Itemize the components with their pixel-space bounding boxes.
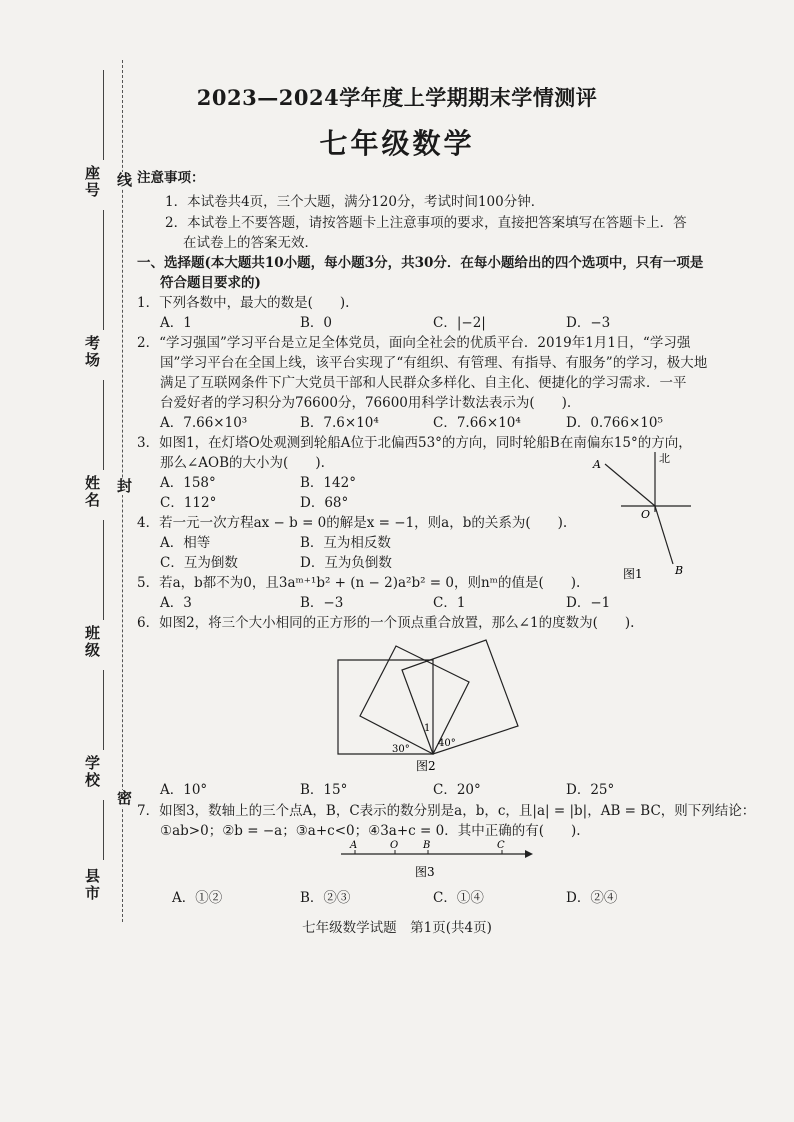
figure-2 — [330, 630, 540, 778]
fig1-caption: 图1 — [623, 567, 643, 581]
q3-option-c: C．112° — [160, 495, 217, 511]
seal-char-seal: 封 — [115, 478, 133, 495]
question-4-stem: 4．若一元一次方程ax − b = 0的解是x = −1，则a，b的关系为( ). — [137, 515, 568, 531]
ray-oa — [605, 464, 655, 506]
name-label: 姓名 — [83, 475, 101, 509]
fig2-caption: 图2 — [416, 759, 436, 773]
section-heading-cont: 符合题目要求的) — [160, 275, 261, 291]
question-2-stem-cont: 国”学习平台在全国上线，该平台实现了“有组织、有管理、有指导、有服务”的学习，极大地 — [160, 355, 708, 371]
q7-option-d: D．②④ — [566, 890, 618, 906]
question-5-stem: 5．若a，b都不为0，且3aᵐ⁺¹b² + (n − 2)a²b² = 0，则nᵐ的值是( ). — [137, 575, 581, 591]
q3-option-b: B．142° — [300, 475, 356, 491]
question-2-stem: 2．“学习强国”学习平台是立足全体党员，面向全社会的优质平台．2019年1月1日，“学习强 — [137, 335, 691, 351]
q6-option-a: A．10° — [160, 782, 208, 798]
q4-option-b: B．互为相反数 — [300, 535, 391, 551]
q7-option-b: B．②③ — [300, 890, 351, 906]
q7-option-a: A．①② — [172, 890, 223, 906]
fig3-label-a: A — [350, 840, 358, 851]
q7-option-c: C．①④ — [433, 890, 484, 906]
county-line — [103, 800, 104, 860]
fig1-label-north: 北 — [659, 452, 670, 465]
exam-title: 2023—2024学年度上学期期末学情测评 — [196, 85, 598, 110]
notice-item: 1．本试卷共4页，三个大题，满分120分，考试时间100分钟． — [165, 194, 545, 210]
school-line — [103, 670, 104, 750]
q5-option-b: B．−3 — [300, 595, 344, 611]
page-footer: 七年级数学试题 第1页(共4页) — [302, 920, 492, 936]
q2-option-a: A．7.66×10³ — [160, 415, 248, 431]
question-6-stem: 6．如图2，将三个大小相同的正方形的一个顶点重合放置，那么∠1的度数为( ). — [137, 615, 635, 631]
q1-option-b: B．0 — [300, 315, 333, 331]
question-1-stem: 1．下列各数中，最大的数是( ). — [137, 295, 350, 311]
q5-option-d: D．−1 — [566, 595, 611, 611]
exam-room-label: 考场 — [83, 335, 101, 369]
figure-3 — [335, 836, 535, 880]
q5-option-a: A．3 — [160, 595, 192, 611]
fig1-label-o: O — [641, 508, 651, 521]
arrow-icon — [525, 850, 533, 858]
fig3-label-c: C — [497, 840, 505, 851]
county-label: 县市 — [83, 868, 101, 902]
q6-option-c: C．20° — [433, 782, 481, 798]
q5-option-c: C．1 — [433, 595, 466, 611]
section-heading: 一、选择题(本大题共10小题，每小题3分，共30分．在每小题给出的四个选项中，只有一项是 — [137, 255, 704, 271]
question-2-stem-cont: 台爱好者的学习积分为76600分，76600用科学计数法表示为( ). — [160, 395, 572, 411]
q2-option-b: B．7.6×10⁴ — [300, 415, 379, 431]
q4-option-c: C．互为倒数 — [160, 555, 238, 571]
seal-char-line: 线 — [115, 172, 133, 189]
q4-option-d: D．互为负倒数 — [300, 555, 392, 571]
figure-1 — [585, 450, 705, 585]
fig2-angle-30: 30° — [392, 744, 410, 755]
fig2-angle-1: 1 — [424, 723, 431, 734]
q3-option-d: D．68° — [300, 495, 349, 511]
room-line — [103, 210, 104, 330]
fig3-label-b: B — [423, 840, 431, 851]
q3-option-a: A．158° — [160, 475, 216, 491]
square-left — [338, 660, 433, 754]
fig1-label-a: A — [593, 458, 601, 471]
question-7-stem-cont: ①ab>0；②b = −a；③a+c<0；④3a+c = 0．其中正确的有( ). — [160, 823, 581, 839]
fig1-label-b: B — [675, 564, 684, 577]
seal-char-secret: 密 — [115, 790, 133, 807]
q1-option-c: C．|−2| — [433, 315, 486, 331]
name-line — [103, 380, 104, 470]
class-label: 班级 — [83, 625, 101, 659]
seat-number-label: 座号 — [83, 165, 101, 199]
q6-option-b: B．15° — [300, 782, 348, 798]
fig3-caption: 图3 — [415, 865, 435, 879]
question-3-stem-cont: 那么∠AOB的大小为( ). — [160, 455, 325, 471]
subject-title: 七年级数学 — [319, 127, 475, 160]
question-3-stem: 3．如图1，在灯塔O处观测到轮船A位于北偏西53°的方向，同时轮船B在南偏东15°的方向， — [137, 435, 692, 451]
fig2-angle-40: 40° — [438, 738, 456, 749]
q1-option-a: A．1 — [160, 315, 192, 331]
class-line — [103, 520, 104, 620]
q6-option-d: D．25° — [566, 782, 615, 798]
question-7-stem: 7．如图3，数轴上的三个点A，B，C表示的数分别是a，b，c，且|a| = |b|，AB = BC，则下列结论： — [137, 803, 756, 819]
ray-ob — [655, 506, 673, 564]
question-2-stem-cont: 满足了互联网条件下广大党员干部和人民群众多样化、自主化、便捷化的学习需求．一平 — [160, 375, 687, 391]
notice-heading: 注意事项： — [137, 170, 205, 186]
fig3-label-o: O — [390, 840, 399, 851]
school-label: 学校 — [83, 755, 101, 789]
q2-option-d: D．0.766×10⁵ — [566, 415, 663, 431]
q1-option-d: D．−3 — [566, 315, 611, 331]
q2-option-c: C．7.66×10⁴ — [433, 415, 521, 431]
notice-item: 2．本试卷上不要答题，请按答题卡上注意事项的要求，直接把答案填写在答题卡上．答 — [165, 215, 687, 231]
notice-item: 在试卷上的答案无效． — [183, 235, 318, 251]
q4-option-a: A．相等 — [160, 535, 211, 551]
